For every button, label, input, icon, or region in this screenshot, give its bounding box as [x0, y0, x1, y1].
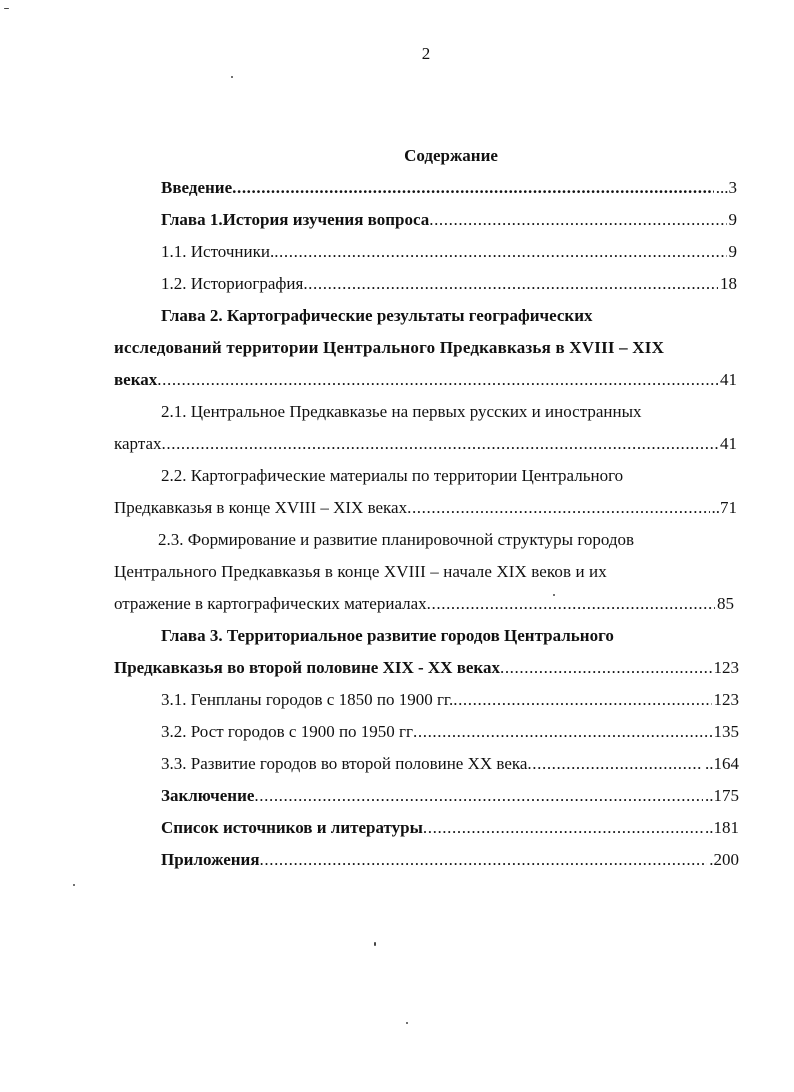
toc-entry-chapter-3-line-1: Глава 3. Территориальное развитие городов Центрального [161, 626, 614, 645]
toc-entry-2-2 [114, 496, 737, 520]
toc-entry-chapter-1 [161, 208, 737, 232]
toc-entry-label: 3.2. Рост городов с 1900 по 1950 гг [161, 722, 414, 741]
toc-entry-3-2 [161, 720, 739, 744]
scan-speck [231, 76, 233, 78]
toc-leader-dots [157, 368, 718, 392]
toc-entry-label: Приложения [161, 850, 260, 869]
toc-page-number: ..71 [711, 498, 737, 517]
toc-entry-label: 1.1. Источники. [161, 242, 275, 261]
toc-entry-conclusion [161, 784, 739, 808]
toc-page-number: ...3 [715, 178, 737, 197]
toc-entry-chapter-2 [114, 368, 737, 392]
toc-page-number: ..164 [705, 754, 739, 773]
toc-leader-dots [254, 784, 703, 808]
toc-leader-dots [162, 432, 718, 456]
toc-leader-dots [303, 272, 718, 296]
toc-entry-2-3-line-1: 2.3. Формирование и развитие планировочной структуры городов [158, 530, 635, 549]
toc-entry-label: 1.2. Историография [161, 274, 304, 293]
scan-speck [553, 594, 555, 596]
page-title: Содержание [404, 146, 498, 165]
toc-entry-label: 3.1. Генпланы городов с 1850 по 1900 гг. [161, 690, 454, 709]
toc-entry-2-1 [114, 432, 737, 456]
toc-page-number: 85 [717, 594, 734, 613]
toc-page-number: 135 [713, 722, 739, 741]
toc-entry-2-1-line-1: 2.1. Центральное Предкавказье на первых русских и иностранных [161, 402, 642, 421]
toc-entry-sources [161, 816, 739, 840]
toc-leader-dots [427, 592, 715, 616]
toc-entry-1-2 [161, 272, 737, 296]
scan-speck [73, 884, 75, 886]
toc-entry-2-3-line-2: Центрального Предкавказья в конце XVIII – начале XIX веков и их [114, 562, 607, 581]
toc-entry-intro [161, 176, 737, 200]
toc-entry-appendix [161, 848, 739, 872]
scan-speck [406, 1022, 408, 1024]
toc-leader-dots [232, 176, 714, 200]
toc-entry-2-3 [114, 592, 734, 616]
toc-leader-dots [260, 848, 708, 872]
toc-leader-dots [500, 656, 712, 680]
toc-page-number: 9 [728, 210, 737, 229]
toc-leader-dots [274, 240, 726, 264]
scan-speck [374, 942, 376, 946]
toc-leader-dots [453, 688, 711, 712]
toc-entry-chapter-2-line-2: исследований территории Центрального Предкавказья в XVIII – XIX [114, 338, 665, 357]
page-number: 2 [421, 44, 431, 63]
toc-entry-3-3 [161, 752, 739, 776]
toc-entry-label: Предкавказья во второй половине XIX - XX веках [114, 658, 500, 677]
toc-entry-label: Введение [161, 178, 233, 197]
toc-entry-label: 3.3. Развитие городов во второй половине XX века [161, 754, 528, 773]
toc-leader-dots [429, 208, 726, 232]
toc-leader-dots [407, 496, 709, 520]
toc-entry-label: Предкавказья в конце XVIII – XIX веках [114, 498, 408, 517]
toc-entry-chapter-3 [114, 656, 739, 680]
toc-entry-label: Глава 1.История изучения вопроса [161, 210, 430, 229]
toc-entry-label: Заключение [161, 786, 255, 805]
toc-page-number: 123 [713, 690, 739, 709]
toc-leader-dots [527, 752, 703, 776]
toc-page-number: 41 [720, 434, 737, 453]
toc-entry-chapter-2-line-1: Глава 2. Картографические результаты географических [161, 306, 593, 325]
toc-page-number: .200 [709, 850, 739, 869]
toc-entry-label: картах [114, 434, 162, 453]
toc-page-number: 9 [728, 242, 737, 261]
toc-entry-label: веках [114, 370, 158, 389]
scan-speck [4, 8, 9, 9]
toc-page-number: ..175 [705, 786, 739, 805]
toc-page-number: 123 [713, 658, 739, 677]
toc-entry-label: отражение в картографических материалах [114, 594, 427, 613]
toc-leader-dots [423, 816, 703, 840]
toc-page-number: 18 [720, 274, 737, 293]
toc-entry-label: Список источников и литературы [161, 818, 423, 837]
toc-leader-dots [413, 720, 711, 744]
toc-page-number: 41 [720, 370, 737, 389]
toc-entry-3-1 [161, 688, 739, 712]
toc-page-number: ..181 [705, 818, 739, 837]
toc-entry-1-1 [161, 240, 737, 264]
toc-entry-2-2-line-1: 2.2. Картографические материалы по территории Центрального [161, 466, 624, 485]
